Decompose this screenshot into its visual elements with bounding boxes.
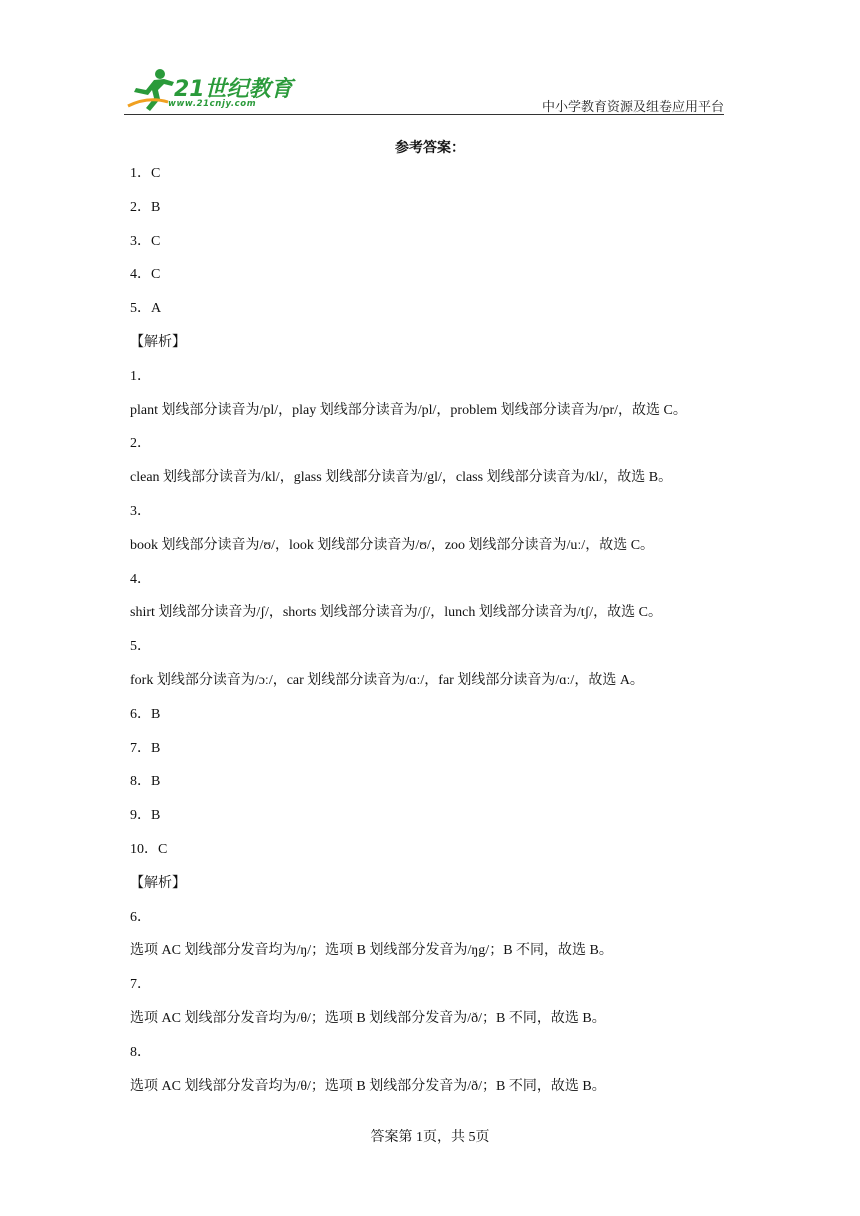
page-header xyxy=(124,66,724,116)
platform-name: 中小学教育资源及组卷应用平台 xyxy=(541,99,724,114)
page-title: 参考答案： xyxy=(395,141,465,156)
answer-line: 【解析】 xyxy=(130,875,186,891)
answer-line: 2．B xyxy=(130,199,161,215)
answer-line: 5．A xyxy=(130,301,162,317)
answer-line: 6．B xyxy=(130,706,161,722)
answer-content xyxy=(130,160,730,1106)
answer-line: 2． xyxy=(130,436,151,452)
answer-line: 10．C xyxy=(130,841,168,857)
answer-line: 5． xyxy=(130,639,151,655)
answer-line: 6． xyxy=(130,909,151,925)
header-divider xyxy=(124,114,724,115)
logo-url: www.21cnjy.com xyxy=(168,99,257,109)
answer-line: 选项 AC 划线部分发音均为/ŋ/；选项 B 划线部分发音为/ŋg/；B 不同，故选 B。 xyxy=(130,943,613,959)
answer-line: 4．C xyxy=(130,267,161,283)
answer-line: 7． xyxy=(130,977,151,993)
answer-line: clean 划线部分读音为/kl/，glass 划线部分读音为/gl/，class 划线部分读音为/kl/，故选 B。 xyxy=(130,470,673,486)
answer-line: book 划线部分读音为/ʊ/，look 划线部分读音为/ʊ/，zoo 划线部分读音为/uː/，故选 C。 xyxy=(130,537,655,553)
answer-line: 选项 AC 划线部分发音均为/θ/；选项 B 划线部分发音为/ð/；B 不同，故选 B。 xyxy=(130,1078,606,1094)
answer-line: 3．C xyxy=(130,233,161,249)
answer-line: 1．C xyxy=(130,166,161,181)
answer-line: plant 划线部分读音为/pl/，play 划线部分读音为/pl/，problem 划线部分读音为/pr/，故选 C。 xyxy=(130,402,687,418)
page-footer: 答案第 1页，共 5页 xyxy=(370,1130,490,1145)
answer-line: 选项 AC 划线部分发音均为/θ/；选项 B 划线部分发音为/ð/；B 不同，故选 B。 xyxy=(130,1010,606,1026)
answer-line: 1． xyxy=(130,368,151,384)
answer-line: 8． xyxy=(130,1044,151,1060)
answer-line: 【解析】 xyxy=(130,334,186,350)
answer-line: fork 划线部分读音为/ɔː/，car 划线部分读音为/ɑː/，far 划线部分读音为/ɑː/，故选 A。 xyxy=(130,672,644,688)
answer-line: 3． xyxy=(130,503,151,519)
answer-line: 9．B xyxy=(130,808,161,824)
answer-line: 8．B xyxy=(130,774,161,790)
logo-text: 21世纪教育 xyxy=(174,77,293,102)
answer-line: 4． xyxy=(130,571,151,587)
logo xyxy=(124,66,294,114)
answer-line: 7．B xyxy=(130,740,161,756)
answer-line: shirt 划线部分读音为/ʃ/，shorts 划线部分读音为/ʃ/，lunch 划线部分读音为/tʃ/，故选 C。 xyxy=(130,605,662,621)
